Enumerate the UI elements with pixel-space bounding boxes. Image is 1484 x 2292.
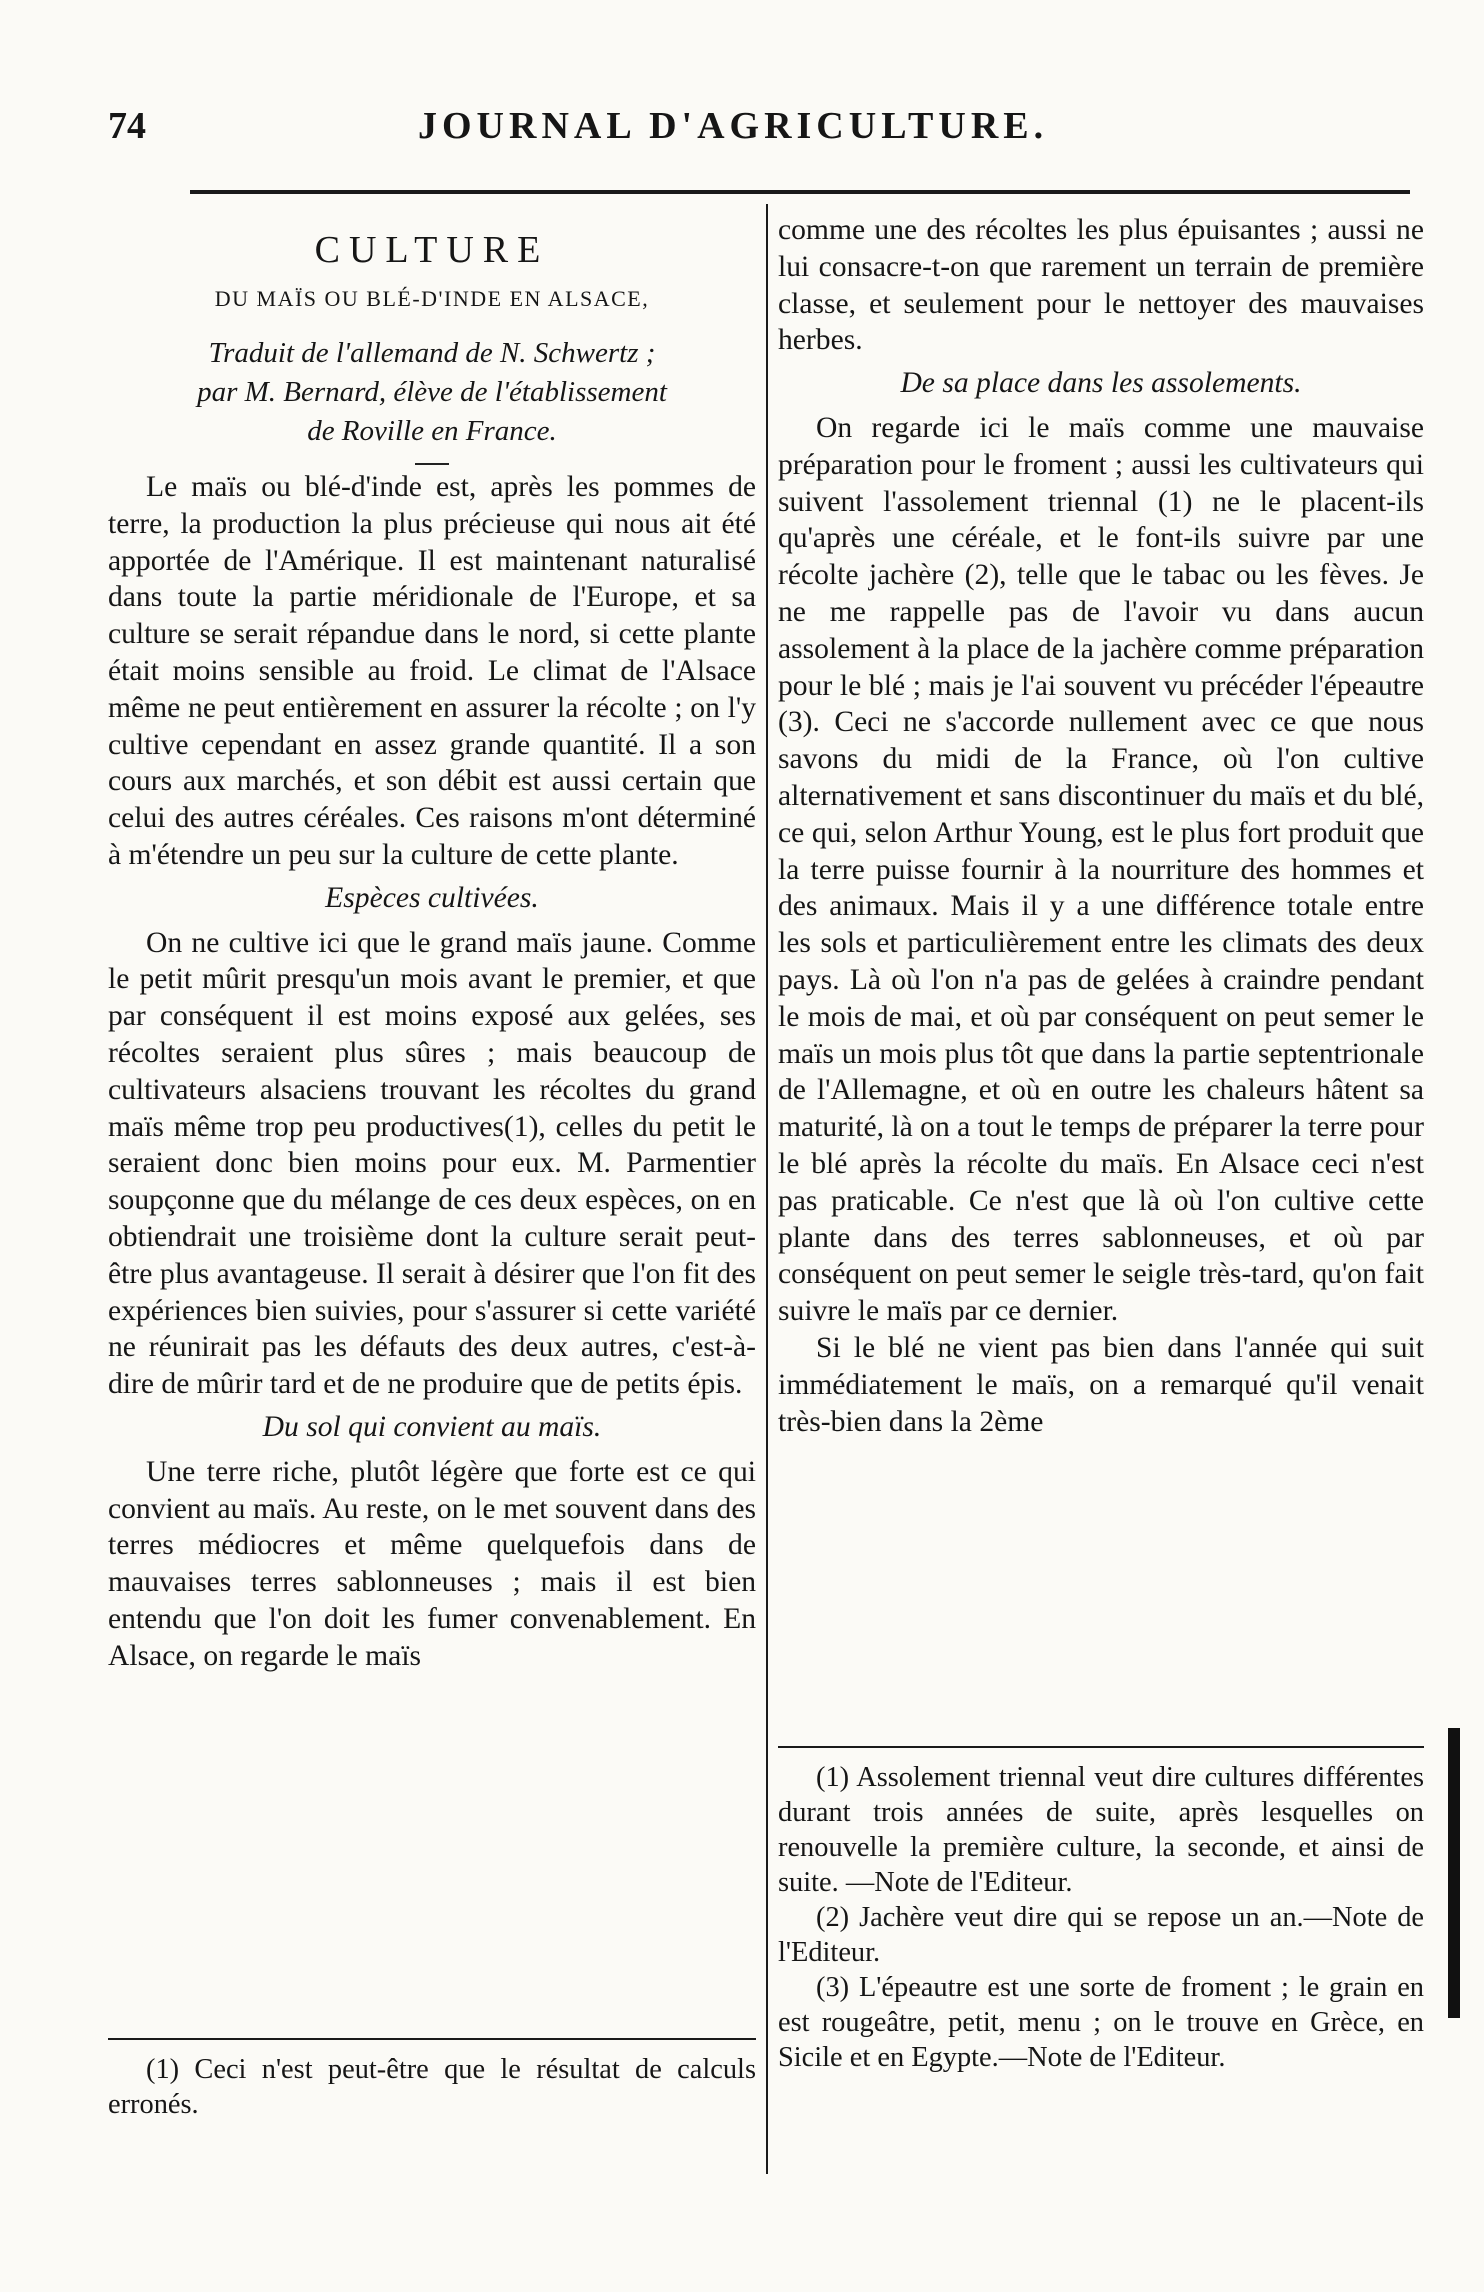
article-title: CULTURE	[314, 229, 550, 271]
article-subtitle: DU MAÏS OU BLÉ-D'INDE EN ALSACE,	[214, 286, 650, 311]
footnote: (1) Assolement triennal veut dire cultures différentes durant trois années de suite, après lesquelles on renouvelle la première culture, la seconde, et ainsi de suite. —Note de l'Editeur.	[778, 1762, 1424, 1898]
continuation-paragraph: comme une des récoltes les plus épuisantes ; aussi ne lui consacre-t-on que rarement un terrain de première classe, et seulement pour le nettoyer des mauvaises herbes.	[778, 214, 1424, 357]
footnote: (1) Ceci n'est peut-être que le résultat de calculs erronés.	[108, 2054, 756, 2120]
title-dash	[415, 463, 449, 465]
footnotes-right	[778, 1746, 1424, 2075]
section-paragraph: Si le blé ne vient pas bien dans l'année qui suit immédiatement le maïs, on a remarqué qu'il venait très-bien dans la 2ème	[778, 1331, 1424, 1438]
footnote-rule	[108, 2038, 756, 2040]
section-paragraph: On ne cultive ici que le grand maïs jaune. Comme le petit mûrit presqu'un mois avant le premier, et que par conséquent il est moins exposé aux gelées, ses récoltes seraient plus sûres ; mais beaucoup de cultivateurs alsaciens trouvant les récoltes du grand maïs même trop peu productives(1), celles du petit le seraient donc bien moins pour eux. M. Parmentier soupçonne que du mélange de ces deux espèces, on en obtiendrait une troisième dont la culture serait peut-être plus avantageuse. Il serait à désirer que l'on fit des expériences bien suivies, pour s'assurer si cette variété ne réunirait pas les défauts des deux autres, c'est-à-dire de mûrir tard et de ne produire que de petits épis.	[108, 926, 756, 1401]
byline-line: par M. Bernard, élève de l'établissement	[197, 376, 667, 408]
right-column	[778, 212, 1424, 1440]
header-rule	[190, 190, 1410, 194]
footnote: (2) Jachère veut dire qui se repose un an.—Note de l'Editeur.	[778, 1902, 1424, 1968]
section-heading: Du sol qui convient au maïs.	[262, 1410, 602, 1443]
column-divider	[766, 204, 768, 2174]
intro-paragraph: Le maïs ou blé-d'inde est, après les pommes de terre, la production la plus précieuse qui nous ait été apportée de l'Amérique. Il est maintenant naturalisé dans toute la partie méridionale de l'Europe, et sa culture se serait répandue dans le nord, si cette plante était moins sensible au froid. Le climat de l'Alsace même ne peut entièrement en assurer la récolte ; on l'y cultive cependant en assez grande quantité. Il a son cours aux marchés, et son débit est aussi certain que celui des autres céréales. Ces raisons m'ont déterminé à m'étendre un peu sur la culture de cette plante.	[108, 471, 756, 871]
left-column	[108, 212, 756, 1675]
page-number: 74	[108, 105, 146, 147]
section-heading: Espèces cultivées.	[325, 881, 539, 914]
byline-line: de Roville en France.	[307, 415, 557, 447]
section-heading: De sa place dans les assolements.	[900, 367, 1302, 400]
section-paragraph: On regarde ici le maïs comme une mauvaise préparation pour le froment ; aussi les cultivateurs qui suivent l'assolement triennal (1) ne le placent-ils qu'après une céréale, et le font-ils suivre par une récolte jachère (2), telle que le tabac ou les fèves. Je ne me rappelle pas de l'avoir vu dans aucun assolement à la place de la jachère comme préparation pour le blé ; mais je l'ai souvent vu précéder l'épeautre (3). Ceci ne s'accorde nullement avec ce que nous savons du midi de la France, où l'on cultive alternativement et sans discontinuer du maïs et du blé, ce qui, selon Arthur Young, est le plus fort produit que la terre puisse fournir à la nourriture des hommes et des animaux. Mais il y a une différence totale entre les sols et particulièrement entre les climats des deux pays. Là où l'on n'a pas de gelées à craindre pendant le mois de mai, et où par conséquent on peut semer le maïs un mois plus tôt que dans la partie septentrionale de l'Allemagne, et où en outre les chaleurs hâtent sa maturité, là on a tout le temps de préparer la terre pour le blé après la récolte du maïs. En Alsace ceci n'est pas praticable. Ce n'est que là où l'on cultive cette plante dans des terres sablonneuses, et où par conséquent on peut semer le seigle très-tard, qu'on fait suivre le maïs par ce dernier.	[778, 411, 1424, 1328]
footnote-rule	[778, 1746, 1424, 1748]
journal-title: JOURNAL D'AGRICULTURE.	[418, 105, 1049, 147]
margin-mark	[1448, 1728, 1460, 2018]
footnotes-left	[108, 2038, 756, 2122]
section-paragraph: Une terre riche, plutôt légère que forte est ce qui convient au maïs. Au reste, on le met souvent dans des terres médiocres et même quelquefois dans de mauvaises terres sablonneuses ; mais il est bien entendu que l'on doit les fumer convenablement. En Alsace, on regarde le maïs	[108, 1455, 756, 1672]
running-head	[108, 104, 1398, 160]
footnote: (3) L'épeautre est une sorte de froment ; le grain en est rougeâtre, petit, menu ; on le trouve en Grèce, en Sicile et en Egypte.—Note de l'Editeur.	[778, 1972, 1424, 2073]
byline-line: Traduit de l'allemand de N. Schwertz ;	[208, 337, 656, 369]
